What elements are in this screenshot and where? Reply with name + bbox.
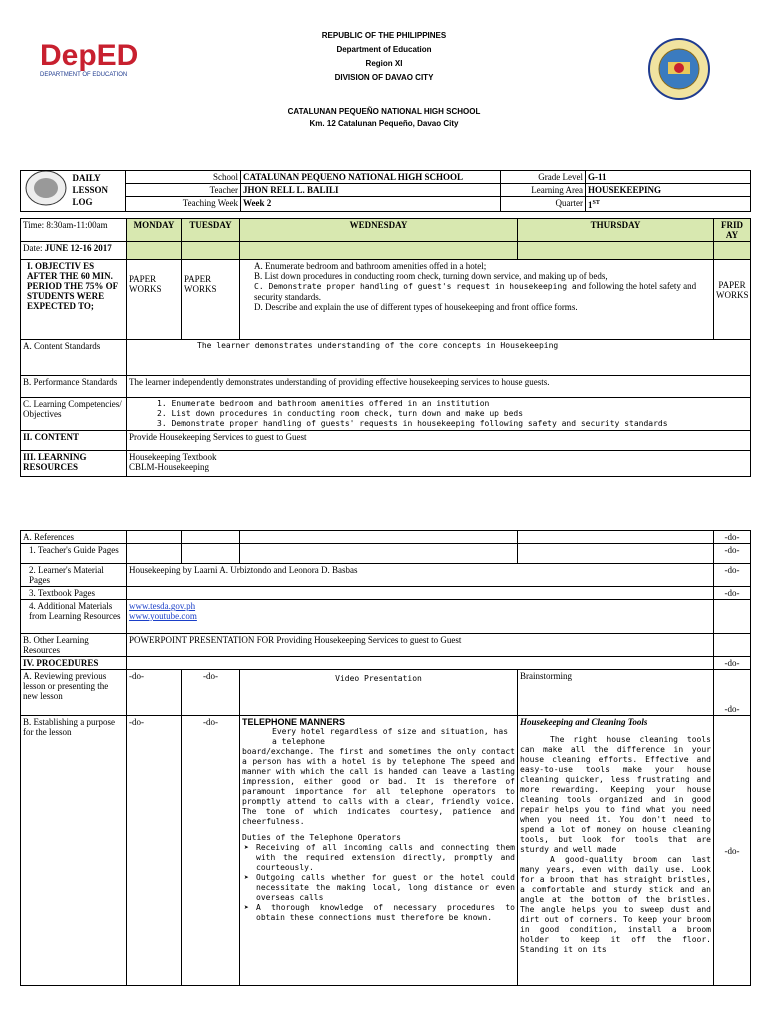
week-label: Teaching Week [126, 197, 241, 212]
teacher-label: Teacher [126, 184, 241, 197]
dll-title-lesson: LESSON [72, 185, 109, 195]
competency-3: 3. Demonstrate proper handling of guests' requests in housekeeping following safety and security standards [157, 419, 668, 428]
competency-1: 1. Enumerate bedroom and bathroom amenities offered in an institution [157, 399, 490, 408]
objective-d: D. Describe and explain the use of different types of housekeeping and front office forms. [254, 302, 578, 312]
performance-standards-label: B. Performance Standards [21, 376, 127, 398]
other-resources: POWERPOINT PRESENTATION FOR Providing Housekeeping Services to guest to Guest [127, 634, 714, 657]
day-friday: FRID AY [714, 219, 751, 242]
references-label: A. References [21, 531, 127, 544]
day-thursday: THURSDAY [518, 219, 714, 242]
header-department: Department of Education [336, 45, 432, 54]
wednesday-objectives [240, 260, 714, 340]
link-youtube[interactable]: www.youtube.com [129, 611, 197, 621]
teacher-value: JHON RELL L. BALILI [241, 184, 501, 197]
date-cell: Date: JUNE 12-16 2017 [21, 242, 127, 260]
area-label: Learning Area [501, 184, 586, 197]
housekeeping-tools-title: Housekeeping and Cleaning Tools [520, 717, 648, 727]
header-republic: REPUBLIC OF THE PHILIPPINES [321, 31, 447, 40]
deped-logo-subtext: DEPARTMENT OF EDUCATION [40, 72, 128, 78]
day-tuesday: TUESDAY [182, 219, 240, 242]
content-standards-label: A. Content Standards [21, 340, 127, 376]
competencies-label: C. Learning Competencies/ Objectives [21, 398, 127, 431]
resources-value: Housekeeping Textbook CBLM-Housekeeping [127, 451, 751, 477]
school-value: CATALUNAN PEQUENO NATIONAL HIGH SCHOOL [241, 171, 501, 184]
monday-objectives: PAPER WORKS [127, 260, 182, 340]
school-label: School [126, 171, 241, 184]
area-value: HOUSEKEEPING [586, 184, 751, 197]
link-tesda[interactable]: www.tesda.gov.ph [129, 601, 196, 611]
dll-title-daily: DAILY [72, 173, 101, 183]
performance-standards: The learner independently demonstrates understanding of providing effective housekeeping services to house guests. [127, 376, 751, 398]
textbook-pages-label: 3. Textbook Pages [21, 587, 127, 600]
content-label: II. CONTENT [21, 431, 127, 451]
deped-logo-text: DepED [40, 39, 139, 72]
header-address: Km. 12 Catalunan Pequeño, Davao City [309, 119, 459, 128]
day-wednesday: WEDNESDAY [240, 219, 518, 242]
grade-value: G-11 [586, 171, 751, 184]
tuesday-objectives: PAPER WORKS [182, 260, 240, 340]
reviewing-label: A. Reviewing previous lesson or presenting the new lesson [21, 670, 127, 716]
competency-2: 2. List down procedures in conducting room check, turn down and make up beds [157, 409, 524, 418]
duty-item: ➤ Outgoing calls whether for guest or the hotel could necessitate the making local, long distance or even overseas calls [256, 873, 515, 903]
header-region: Region XI [365, 59, 403, 68]
week-value: Week 2 [241, 197, 501, 212]
lesson-table-1 [20, 218, 751, 477]
dll-title-log: LOG [72, 197, 93, 207]
procedures-label: IV. PROCEDURES [21, 657, 127, 670]
quarter-label: Quarter [501, 197, 586, 212]
grade-label: Grade Level [501, 171, 586, 184]
learners-material: Housekeeping by Laarni A. Urbiztondo and Leonora D. Basbas [127, 564, 714, 587]
content-value: Provide Housekeeping Services to guest to Guest [127, 431, 751, 451]
objectives-head: I. OBJECTIV ES AFTER THE 60 MIN. PERIOD THE 75% OF STUDENTS WERE EXPECTED TO; [21, 260, 127, 340]
other-resources-label: B. Other Learning Resources [21, 634, 127, 657]
info-table [20, 170, 751, 212]
additional-materials-label: 4. Additional Materials from Learning Resources [21, 600, 127, 634]
content-standards: The learner demonstrates understanding of the core concepts in Housekeeping [127, 340, 751, 376]
objective-b: B. List down procedures in conducting room check, turning down service, and making up of beds, [254, 271, 608, 281]
duties-title: Duties of the Telephone Operators [242, 833, 401, 842]
lesson-table-2: A. References -do- 1. Teacher's Guide Pages -do- 2. Learner's Material Pages Housekeeping by Laarni A. Urbiztondo and Leonora D. Basbas -do- 3. Textbook Pages -do- 4. Additional Materials from Learning Resources www.tesda.gov.ph www.youtube.com B. Other Learning Resources POWERPOINT PRESENTATION FOR Providing Housekeeping Services to guest to Guest IV. PROCEDURES -do- A. Reviewing previous lesson or presenting the new lesson -do- -do- Video Presentation Brainstorming -do- B. Establishing a purpose for the lesson -do- -do- TELEPHONE MANNERS Every hotel regardless of size and situation, has a telephone board/exchange. The first and sometimes the only contact a person has with a hotel is by telephone The speed and manner with which the call is handed can leave a lasting impression, either good or bad. It is therefore of paramount importance for all telephone operators to promptly attend to calls with a clear, friendly voice. The tone of which indicates courtesy, patience and cheerfulness. Duties of the Telephone Operators ➤ Receiving of all incoming calls and connecting them with the required extension directly, promptly and courteously. ➤ Outgoing calls whether for guest or the hotel could necessitate the making local, long distance or even overseas calls ➤ A thorough knowledge of necessary procedures to obtain these connections must therefore be known. Housekeeping and Cleaning Tools The right house cleaning tools can make all the difference in your house cleaning efforts. Effective and easy-to-use tools make your house cleaning quicker, less frustrating and more rewarding. Keeping your house cleaning tools organized and in good repair helps you to find what you need when you need it. You don't need to spend a lot of money on house cleaning tools, but look for tools that are sturdy and well made A good-quality broom can last many years, even with daily use. Look for a broom that has straight bristles, a comfortable and sturdy stick and an angle at the bottom of the bristles. The angle helps you to sweep dust and dirt out of corners. To keep your broom in good condition, install a broom holder to keep it off the floor. Standing it on its -do- [20, 530, 751, 986]
duties-list [242, 843, 515, 923]
telephone-manners-title: TELEPHONE MANNERS [242, 717, 346, 727]
quarter-value: 1ST [586, 197, 751, 212]
objective-a: A. Enumerate bedroom and bathroom amenities offed in a hotel; [254, 261, 487, 271]
time-cell: Time: 8:30am-11:00am [21, 219, 127, 242]
header-division: DIVISION OF DAVAO CITY [334, 73, 434, 82]
friday-objectives: PAPER WORKS [714, 260, 751, 340]
establishing-label: B. Establishing a purpose for the lesson [21, 716, 127, 986]
competencies [127, 398, 751, 431]
learners-material-label: 2. Learner's Material Pages [21, 564, 127, 587]
brainstorming: Brainstorming [518, 670, 714, 716]
duty-item: ➤ Receiving of all incoming calls and connecting them with the required extension directly, promptly and courteously. [256, 843, 515, 873]
housekeeping-tools: Housekeeping and Cleaning Tools The right house cleaning tools can make all the difference in your house cleaning efforts. Effective and easy-to-use tools make your house cleaning quicker, less frustrating and more rewarding. Keeping your house cleaning tools organized and in good repair helps you to find what you need when you need it. You don't need to spend a lot of money on house cleaning tools, but look for tools that are sturdy and well made A good-quality broom can last many years, even with daily use. Look for a broom that has straight bristles, a comfortable and sturdy stick and an angle at the bottom of the bristles. The angle helps you to sweep dust and dirt out of corners. To keep your broom in good condition, install a broom holder to keep it off the floor. Standing it on its [518, 716, 714, 986]
video-presentation: Video Presentation [240, 670, 518, 716]
header-school: CATALUNAN PEQUEÑO NATIONAL HIGH SCHOOL [287, 107, 481, 116]
resources-label: III. LEARNING RESOURCES [21, 451, 127, 477]
teachers-guide-label: 1. Teacher's Guide Pages [21, 544, 127, 564]
telephone-manners: TELEPHONE MANNERS Every hotel regardless of size and situation, has a telephone board/exchange. The first and sometimes the only contact a person has with a hotel is by telephone The speed and manner with which the call is handed can leave a lasting impression, either good or bad. It is therefore of paramount importance for all telephone operators to promptly attend to calls with a clear, friendly voice. The tone of which indicates courtesy, patience and cheerfulness. Duties of the Telephone Operators ➤ Receiving of all incoming calls and connecting them with the required extension directly, promptly and courteously. ➤ Outgoing calls whether for guest or the hotel could necessitate the making local, long distance or even overseas calls ➤ A thorough knowledge of necessary procedures to obtain these connections must therefore be known. [240, 716, 518, 986]
duty-item: ➤ A thorough knowledge of necessary procedures to obtain these connections must therefore be known. [256, 903, 515, 923]
objective-c: C. Demonstrate proper handling of guest's request in housekeeping and following the hotel safety and security standards. [254, 281, 697, 302]
day-monday: MONDAY [127, 219, 182, 242]
